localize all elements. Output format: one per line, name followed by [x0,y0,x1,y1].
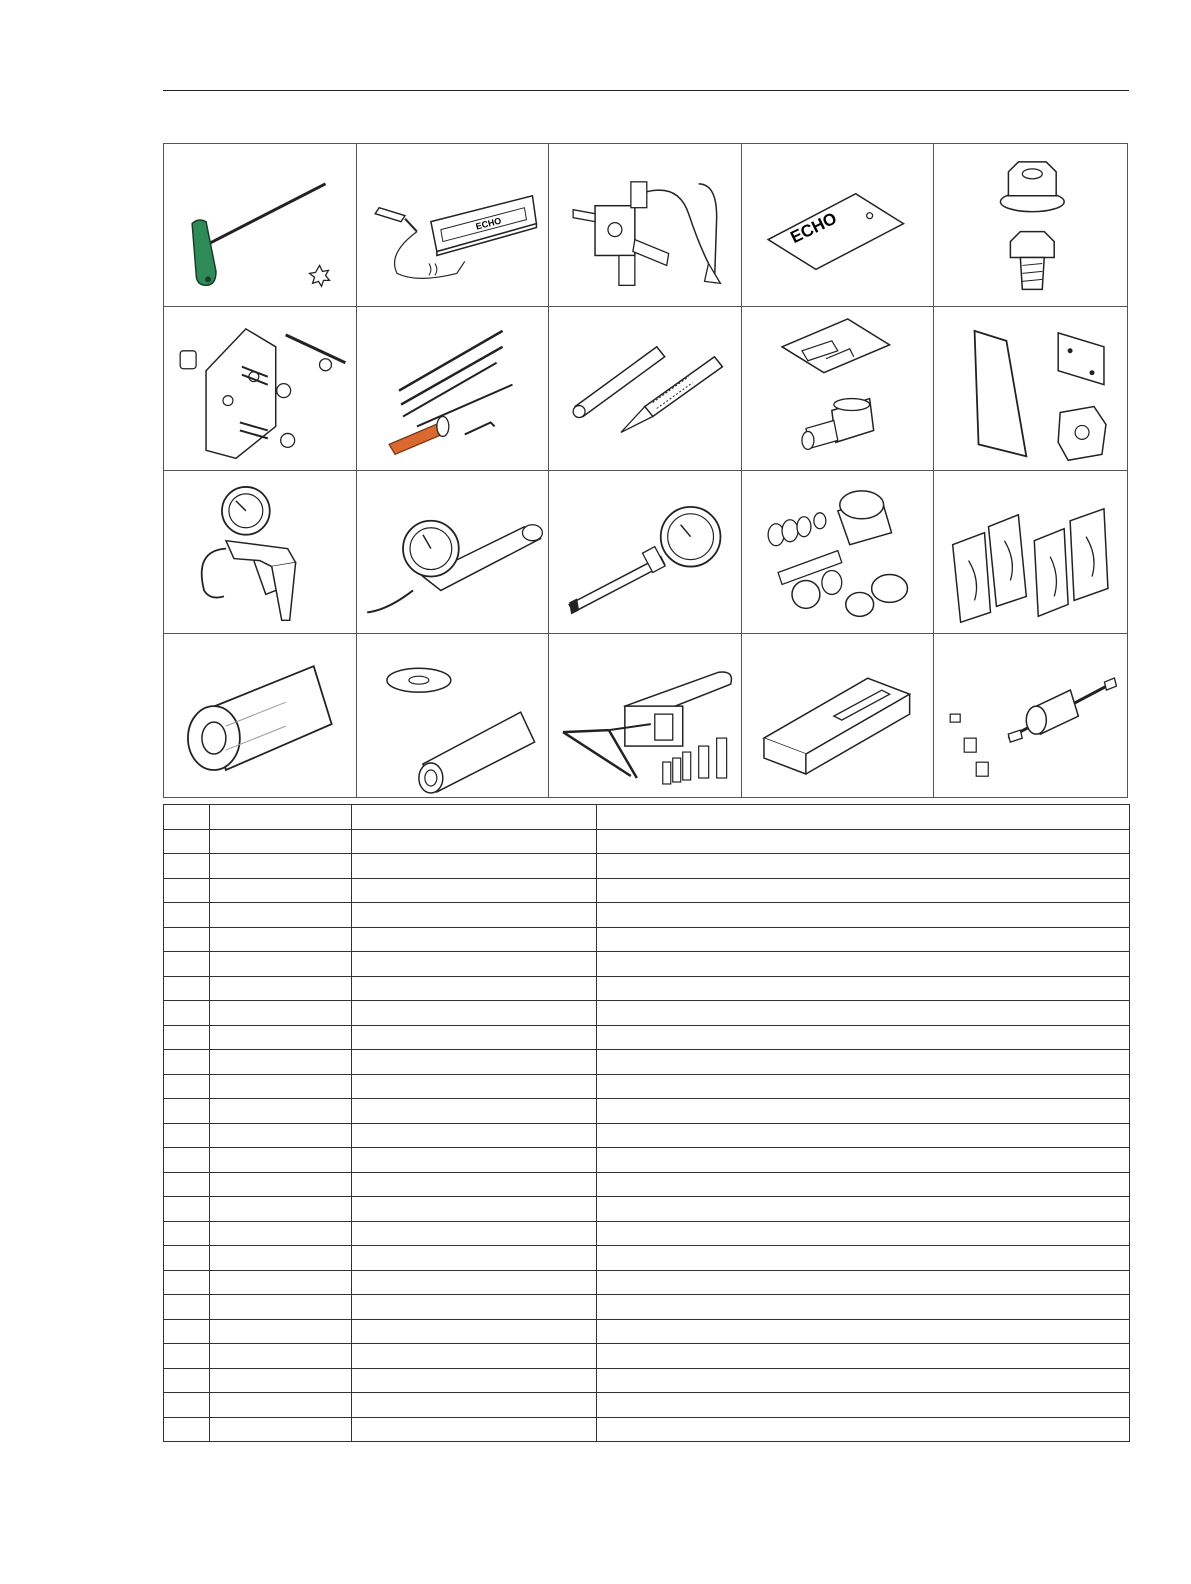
tool-cell-7 [357,307,550,470]
table-cell [164,854,210,879]
table-cell [352,1099,597,1124]
tool-cell-4 [742,144,935,307]
table-cell [210,1197,352,1222]
punch-and-pin-tools-icon [549,307,741,469]
table-cell [597,927,1130,952]
table-cell [210,1246,352,1271]
table-row [164,1393,1130,1418]
crankcase-support-blocks-icon [934,471,1127,633]
table-cell [210,1368,352,1393]
table-row [164,952,1130,977]
gauge-plate-and-adapter-icon [742,307,934,469]
table-cell [352,1368,597,1393]
pressure-gauge-with-hose-icon [357,471,549,633]
table-cell [597,1025,1130,1050]
piston-ring-compressor-icon [549,634,741,797]
table-row [164,927,1130,952]
table-cell [164,903,210,928]
table-cell [352,1221,597,1246]
table-cell [352,927,597,952]
gaskets-and-plates-icon [934,307,1127,469]
tool-cell-5 [934,144,1127,307]
chain-file-set-icon [357,307,549,469]
table-row [164,1368,1130,1393]
table-cell [164,1344,210,1369]
table-cell [352,976,597,1001]
table-cell [210,976,352,1001]
table-cell [210,927,352,952]
table-cell [352,805,597,830]
table-row [164,1197,1130,1222]
table-cell [597,1050,1130,1075]
table-cell [352,1074,597,1099]
table-cell [597,1221,1130,1246]
table-cell [597,1368,1130,1393]
torx-t-handle-wrench-icon [164,144,356,306]
table-cell [597,1001,1130,1026]
tool-cell-1 [164,144,357,307]
table-row [164,1417,1130,1442]
table-cell [164,829,210,854]
table-cell [352,829,597,854]
table-cell [210,1417,352,1442]
table-row [164,1246,1130,1271]
tool-cell-2 [357,144,550,307]
table-cell [210,1270,352,1295]
table-cell [210,903,352,928]
table-cell [164,927,210,952]
table-cell [210,805,352,830]
table-cell [210,1295,352,1320]
tool-cell-18 [549,634,742,797]
tool-cell-9 [742,307,935,470]
table-row [164,829,1130,854]
tool-cell-10 [934,307,1127,470]
tool-cell-8 [549,307,742,470]
table-cell [597,854,1130,879]
table-cell [210,1123,352,1148]
table-row [164,1221,1130,1246]
table-cell [164,1197,210,1222]
header-rule [163,90,1129,91]
table-cell [352,1295,597,1320]
table-row [164,1295,1130,1320]
table-cell [352,1123,597,1148]
table-cell [597,1197,1130,1222]
svg-text:ECHO: ECHO [474,215,502,232]
table-cell [164,805,210,830]
table-row [164,1270,1130,1295]
table-cell [210,1319,352,1344]
table-cell [597,1417,1130,1442]
table-cell [164,1025,210,1050]
table-cell [210,1099,352,1124]
table-cell [210,952,352,977]
table-cell [597,1099,1130,1124]
digital-tachometer-icon [357,144,549,306]
table-row [164,1319,1130,1344]
tool-cell-15 [934,471,1127,634]
bearing-driver-sleeve-icon [164,634,356,797]
table-cell [597,1393,1130,1418]
tool-cell-13 [549,471,742,634]
table-cell [164,1074,210,1099]
table-cell [352,1197,597,1222]
table-cell [210,1074,352,1099]
table-cell [597,1074,1130,1099]
table-cell [352,1001,597,1026]
table-cell [597,1148,1130,1173]
table-cell [352,1025,597,1050]
tool-cell-3 [549,144,742,307]
table-cell [597,1319,1130,1344]
table-row [164,903,1130,928]
table-cell [210,1344,352,1369]
table-cell [164,1099,210,1124]
tool-cell-20 [934,634,1127,797]
table-row [164,1172,1130,1197]
table-cell [597,1246,1130,1271]
table-cell [210,1172,352,1197]
table-cell [164,1246,210,1271]
table-cell [210,1148,352,1173]
table-cell [352,1319,597,1344]
special-tools-table [163,804,1130,1442]
table-body [164,805,1130,1442]
table-cell [352,1417,597,1442]
table-row [164,878,1130,903]
table-cell [164,1148,210,1173]
table-cell [164,1001,210,1026]
tool-cell-12 [357,471,550,634]
table-row [164,1148,1130,1173]
table-cell [352,1148,597,1173]
table-cell [164,1295,210,1320]
table-cell [164,1050,210,1075]
table-cell [597,1270,1130,1295]
table-row [164,976,1130,1001]
table-cell [352,854,597,879]
table-cell [597,878,1130,903]
table-cell [352,1246,597,1271]
table-row [164,1001,1130,1026]
table-cell [210,1001,352,1026]
table-row [164,1050,1130,1075]
table-row [164,805,1130,830]
table-cell [164,878,210,903]
table-cell [210,878,352,903]
tool-cell-16 [164,634,357,797]
table-cell [164,1172,210,1197]
slide-hammer-puller-icon [934,634,1127,797]
table-cell [352,1172,597,1197]
vacuum-pump-gauge-icon [164,471,356,633]
table-cell [164,1368,210,1393]
table-cell [164,1417,210,1442]
table-cell [164,1319,210,1344]
table-cell [210,1221,352,1246]
table-row [164,1099,1130,1124]
table-cell [210,1050,352,1075]
table-cell [597,1172,1130,1197]
table-cell [597,976,1130,1001]
table-cell [597,903,1130,928]
tool-cell-17 [357,634,550,797]
washer-and-sleeve-icon [357,634,549,797]
table-cell [164,1393,210,1418]
special-tools-grid [163,143,1128,798]
table-cell [210,829,352,854]
table-cell [352,1050,597,1075]
table-cell [352,952,597,977]
table-cell [597,829,1130,854]
table-cell [352,1393,597,1418]
mounting-plate-with-bolts-icon [164,307,356,469]
table-cell [597,1295,1130,1320]
table-cell [352,1344,597,1369]
table-cell [210,1025,352,1050]
table-cell [597,805,1130,830]
tool-cell-11 [164,471,357,634]
table-cell [352,903,597,928]
table-cell [597,1123,1130,1148]
tool-cell-14 [742,471,935,634]
table-row [164,1123,1130,1148]
table-cell [164,976,210,1001]
table-cell [597,1344,1130,1369]
table-cell [164,1221,210,1246]
pressure-tester-fitting-icon [549,144,741,306]
bearing-installer-set-icon [742,471,934,633]
table-cell [164,1270,210,1295]
table-row [164,1074,1130,1099]
table-cell [164,1123,210,1148]
table-row [164,854,1130,879]
table-row [164,1025,1130,1050]
table-cell [210,854,352,879]
table-row [164,1344,1130,1369]
flange-nut-and-bolt-icon [934,144,1127,306]
table-cell [352,1270,597,1295]
table-cell [597,952,1130,977]
tool-cell-6 [164,307,357,470]
table-cell [210,1393,352,1418]
tool-cell-19 [742,634,935,797]
echo-feeler-gauge-card-icon [742,144,934,306]
echo-brand-label: ECHO [787,208,840,248]
slotted-block-icon [742,634,934,797]
table-cell [164,952,210,977]
table-cell [352,878,597,903]
compression-gauge-icon [549,471,741,633]
